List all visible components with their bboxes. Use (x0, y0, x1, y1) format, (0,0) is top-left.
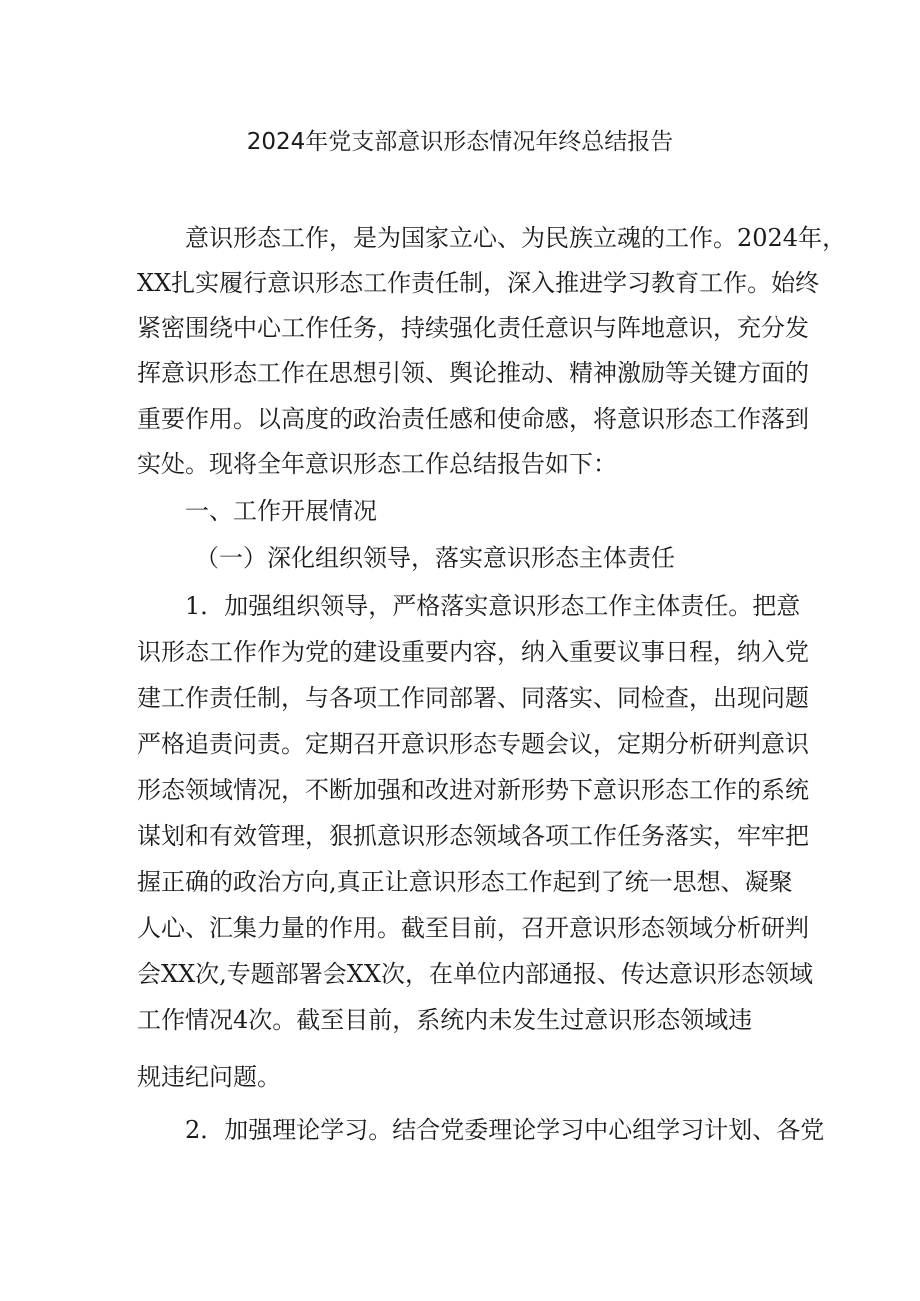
paragraph-line: 规违纪问题。 (137, 1063, 281, 1091)
section-heading: 一、工作开展情况 (185, 497, 377, 525)
paragraph-line: 1．加强组织领导，严格落实意识形态工作主体责任。把意 (185, 592, 801, 620)
paragraph-line: 工作情况4次。截至目前，系统内未发生过意识形态领域违 (137, 1006, 753, 1034)
subsection-heading: （一）深化组织领导，落实意识形态主体责任 (195, 544, 675, 572)
paragraph-line: 谋划和有效管理，狠抓意识形态领域各项工作任务落实，牢牢把 (137, 822, 809, 850)
paragraph-line: 握正确的政治方向,真正让意识形态工作起到了统一思想、凝聚 (137, 868, 793, 896)
paragraph-line: 重要作用。以高度的政治责任感和使命感，将意识形态工作落到 (137, 405, 809, 433)
paragraph-line: 人心、汇集力量的作用。截至目前，召开意识形态领域分析研判 (137, 914, 809, 942)
document-title: 2024年党支部意识形态情况年终总结报告 (246, 129, 674, 155)
paragraph-line: 2．加强理论学习。结合党委理论学习中心组学习计划、各党 (185, 1116, 825, 1144)
paragraph-line: 实处。现将全年意识形态工作总结报告如下： (137, 450, 617, 478)
paragraph-line: 挥意识形态工作在思想引领、舆论推动、精神激励等关键方面的 (137, 359, 809, 387)
paragraph-line: 形态领域情况，不断加强和改进对新形势下意识形态工作的系统 (137, 776, 809, 804)
paragraph-line: XX扎实履行意识形态工作责任制，深入推进学习教育工作。始终 (137, 269, 820, 297)
paragraph-line: 紧密围绕中心工作任务，持续强化责任意识与阵地意识，充分发 (137, 314, 809, 342)
paragraph-line: 建工作责任制，与各项工作同部署、同落实、同检查，出现问题 (137, 684, 809, 712)
paragraph-line: 严格追责问责。定期召开意识形态专题会议，定期分析研判意识 (137, 730, 809, 758)
paragraph-line: 会XX次,专题部署会XX次，在单位内部通报、传达意识形态领域 (137, 960, 813, 988)
paragraph-line: 意识形态工作，是为国家立心、为民族立魂的工作。2024年， (185, 224, 847, 252)
paragraph-line: 识形态工作作为党的建设重要内容，纳入重要议事日程，纳入党 (137, 638, 809, 666)
